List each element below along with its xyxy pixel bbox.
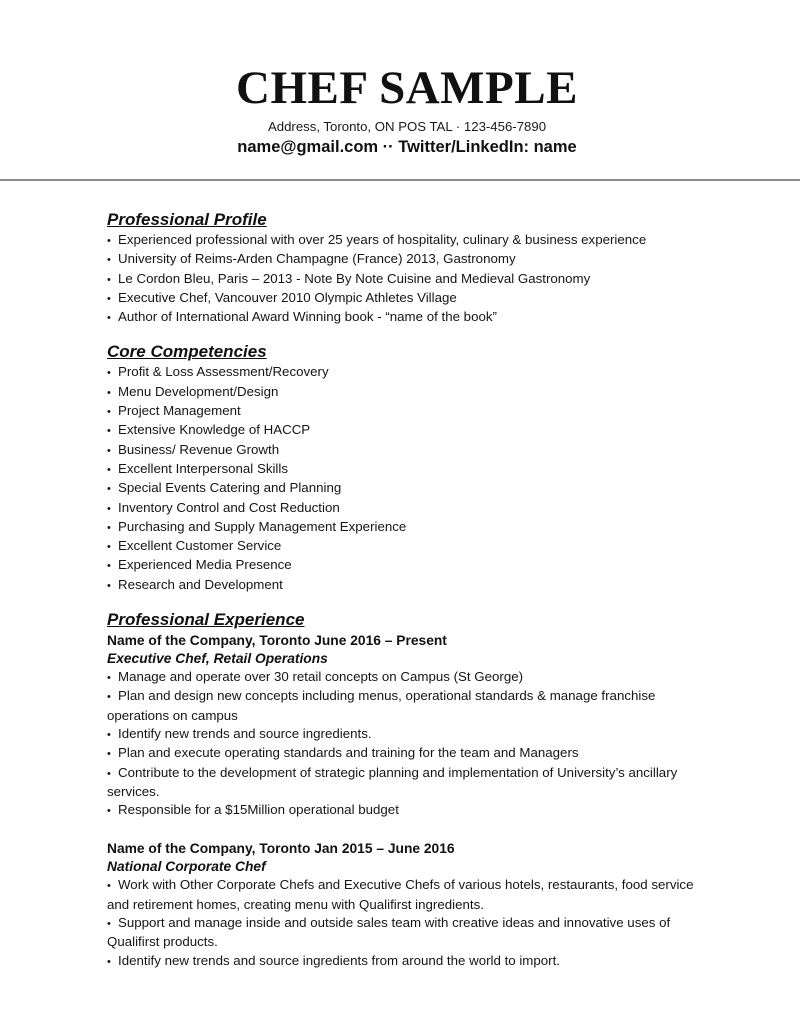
list-item-text: Extensive Knowledge of HACCP xyxy=(118,422,311,438)
bullet-icon: • xyxy=(107,483,111,496)
list-item-text: Identify new trends and source ingredients from around the world to import. xyxy=(118,952,560,968)
list-item xyxy=(107,537,707,556)
list-item xyxy=(107,270,707,289)
address-line: Address, Toronto, ON POS TAL · 123-456-7890 xyxy=(267,119,547,134)
list-item xyxy=(107,876,707,914)
core-competencies-section xyxy=(107,341,707,595)
job-company-dates: Name of the Company, Toronto June 2016 – Present xyxy=(107,633,447,649)
bullet-icon: • xyxy=(107,425,111,438)
bullet-icon: • xyxy=(107,918,111,931)
list-item-text: Business/ Revenue Growth xyxy=(118,441,280,457)
list-item xyxy=(107,479,707,498)
list-item xyxy=(107,460,707,479)
list-item xyxy=(107,250,707,269)
competencies-list xyxy=(107,363,707,595)
list-item-text: Manage and operate over 30 retail concepts on Campus (St George) xyxy=(118,669,524,685)
list-item xyxy=(107,687,707,725)
bullet-icon: • xyxy=(107,367,111,380)
list-item xyxy=(107,764,707,802)
bullet-icon: • xyxy=(107,406,111,419)
list-item-text: Excellent Customer Service xyxy=(118,538,282,554)
bullet-icon: • xyxy=(107,254,111,267)
bullet-icon: • xyxy=(107,579,111,592)
list-item-text: Support and manage inside and outside sales team with creative ideas and innovative uses of Qualifirst products. xyxy=(107,915,671,950)
list-item xyxy=(107,383,707,402)
bullet-icon: • xyxy=(107,728,111,741)
list-item-text: Le Cordon Bleu, Paris – 2013 - Note By Note Cuisine and Medieval Gastronomy xyxy=(118,270,591,286)
list-item xyxy=(107,441,707,460)
job-entry xyxy=(107,839,707,970)
list-item-text: University of Reims-Arden Champagne (France) 2013, Gastronomy xyxy=(118,251,516,267)
candidate-name: CHEF SAMPLE xyxy=(236,62,578,114)
bullet-icon: • xyxy=(107,748,111,761)
bullet-icon: • xyxy=(107,880,111,893)
list-item-text: Special Events Catering and Planning xyxy=(118,480,342,496)
list-item-text: Project Management xyxy=(118,403,241,419)
job-entry xyxy=(107,631,707,820)
bullet-icon: • xyxy=(107,672,111,685)
bullet-icon: • xyxy=(107,312,111,325)
list-item-text: Excellent Interpersonal Skills xyxy=(118,460,288,476)
list-item-text: Research and Development xyxy=(118,576,283,592)
list-item xyxy=(107,518,707,537)
bullet-icon: • xyxy=(107,541,111,554)
list-item xyxy=(107,668,707,687)
list-item-text: Plan and design new concepts including menus, operational standards & manage franchise operations on campus xyxy=(107,688,656,723)
bullet-icon: • xyxy=(107,292,111,305)
bullet-icon: • xyxy=(107,521,111,534)
list-item xyxy=(107,231,707,250)
list-item-text: Responsible for a $15Million operational budget xyxy=(118,802,399,818)
list-item xyxy=(107,801,707,820)
list-item xyxy=(107,556,707,575)
contact-line: name@gmail.com ·· Twitter/LinkedIn: name xyxy=(237,138,577,156)
job-company-dates: Name of the Company, Toronto Jan 2015 – June 2016 xyxy=(107,841,455,857)
list-item-text: Author of International Award Winning book - “name of the book” xyxy=(118,309,497,325)
list-item-text: Profit & Loss Assessment/Recovery xyxy=(118,364,329,380)
list-item-text: Plan and execute operating standards and training for the team and Managers xyxy=(118,745,579,761)
bullet-icon: • xyxy=(107,502,111,515)
section-title-core-competencies: Core Competencies xyxy=(107,342,267,362)
bullet-icon: • xyxy=(107,273,111,286)
list-item-text: Contribute to the development of strategic planning and implementation of University’s ancillary services. xyxy=(107,764,678,799)
bullet-icon: • xyxy=(107,386,111,399)
profile-list xyxy=(107,231,707,327)
list-item-text: Purchasing and Supply Management Experience xyxy=(118,518,407,534)
professional-profile-section xyxy=(107,209,707,327)
list-item xyxy=(107,952,707,971)
professional-experience-section xyxy=(107,609,707,971)
list-item-text: Identify new trends and source ingredients. xyxy=(118,725,372,741)
list-item xyxy=(107,725,707,744)
bullet-icon: • xyxy=(107,691,111,704)
list-item xyxy=(107,402,707,421)
bullet-icon: • xyxy=(107,767,111,780)
list-item xyxy=(107,363,707,382)
list-item xyxy=(107,744,707,763)
bullet-icon: • xyxy=(107,444,111,457)
bullet-icon: • xyxy=(107,560,111,573)
section-title-professional-profile: Professional Profile xyxy=(107,210,267,229)
list-item xyxy=(107,499,707,518)
job-duties-list xyxy=(107,668,707,820)
header-divider xyxy=(0,179,800,181)
list-item xyxy=(107,576,707,595)
list-item xyxy=(107,421,707,440)
job-duties-list xyxy=(107,876,707,970)
bullet-icon: • xyxy=(107,235,111,247)
list-item xyxy=(107,308,707,327)
list-item-text: Work with Other Corporate Chefs and Executive Chefs of various hotels, restaurants, food service and retirement homes, creating menu with Qualifirst ingredients. xyxy=(107,877,694,912)
job-title: National Corporate Chef xyxy=(107,859,266,875)
job-title: Executive Chef, Retail Operations xyxy=(107,651,328,667)
resume-header xyxy=(0,62,800,158)
list-item-text: Experienced professional with over 25 years of hospitality, culinary & business experience xyxy=(118,232,647,247)
list-item-text: Inventory Control and Cost Reduction xyxy=(118,499,340,515)
list-item-text: Experienced Media Presence xyxy=(118,557,292,573)
resume-body xyxy=(107,209,707,971)
list-item-text: Executive Chef, Vancouver 2010 Olympic Athletes Village xyxy=(118,289,457,305)
list-item-text: Menu Development/Design xyxy=(118,383,279,399)
section-title-professional-experience: Professional Experience xyxy=(107,610,305,630)
list-item xyxy=(107,289,707,308)
bullet-icon: • xyxy=(107,955,111,968)
bullet-icon: • xyxy=(107,805,111,818)
list-item xyxy=(107,914,707,952)
bullet-icon: • xyxy=(107,463,111,476)
